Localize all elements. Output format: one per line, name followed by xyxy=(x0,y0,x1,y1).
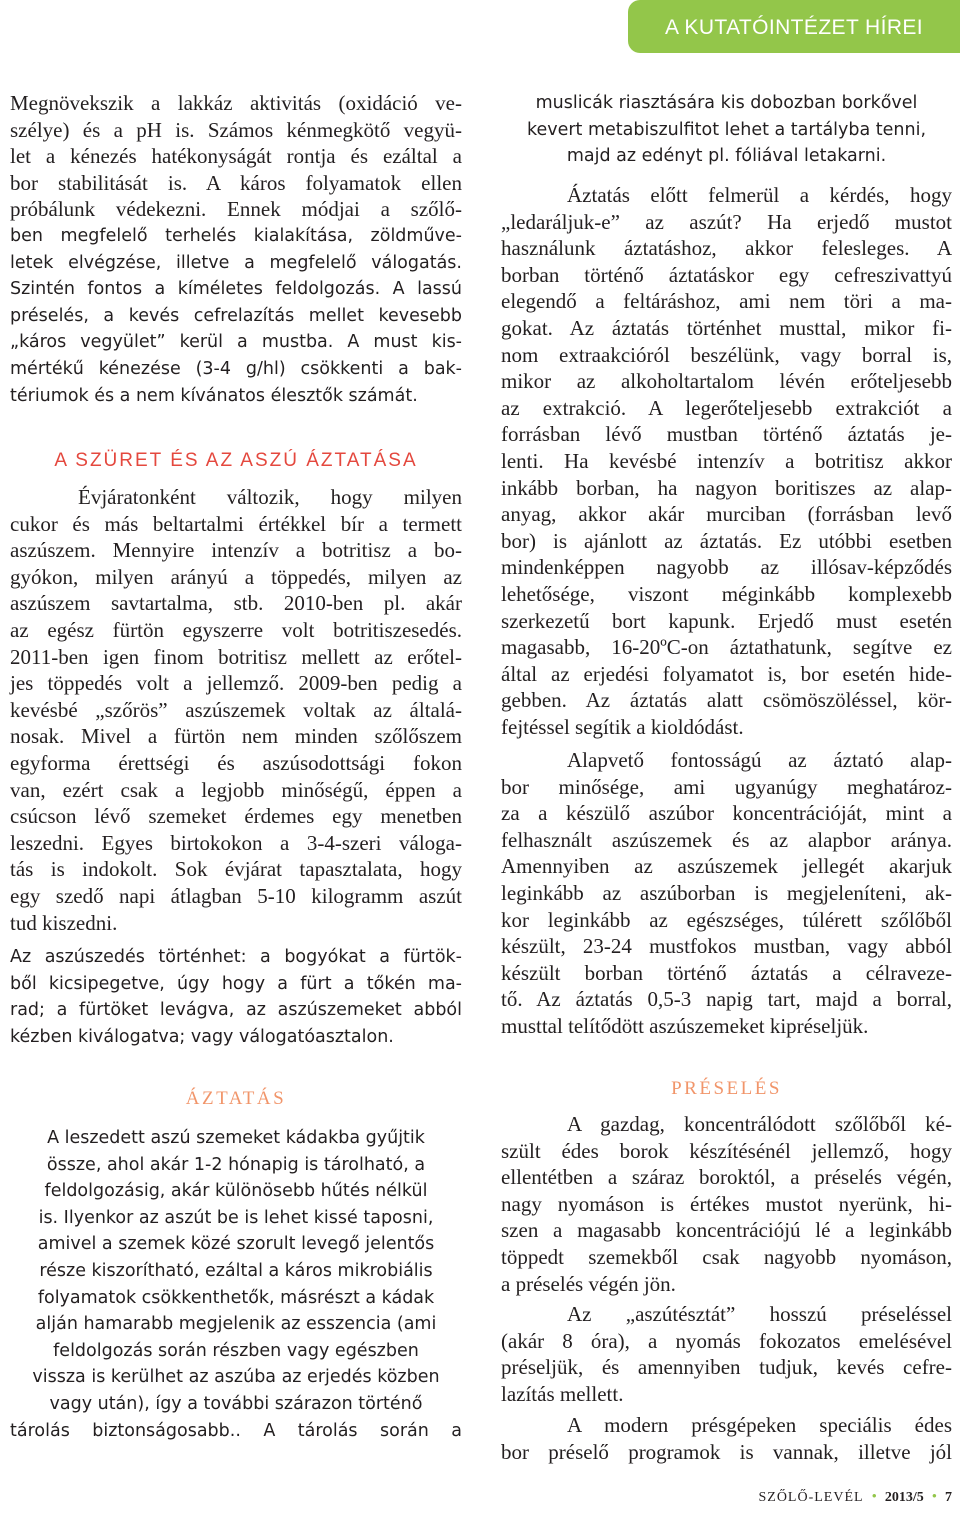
section-tab-title: A KUTATÓINTÉZET HÍREI xyxy=(664,16,924,39)
text-line: töppedt szemekből csak nagyobb nyomáson, xyxy=(501,1244,952,1269)
right-column xyxy=(501,0,952,1480)
text-line: majd az edényt pl. fóliával letakarni. xyxy=(566,146,887,167)
text-line: az extrakció. A legerőteljesebb extrakciót a xyxy=(501,395,952,420)
text-line: mértékű kénezése (3-4 g/hl) csökkenti a bak- xyxy=(10,358,462,379)
text-line: let a kénezés hatékonyságát rontja és ezáltal a xyxy=(10,144,462,169)
text-line: része kiszorítható, ezáltal a káros mikrobiális xyxy=(39,1260,433,1281)
text-line: leginkább az aszúborban is megjeleníteni, ak- xyxy=(501,880,952,905)
page-number: 7 xyxy=(945,1490,952,1505)
section-heading-pressing: PRÉSELÉS xyxy=(671,1078,782,1099)
footer-separator: • xyxy=(871,1489,877,1505)
text-line: forrásban lévő mustban történő áztatás je- xyxy=(501,422,952,447)
text-line: anyag, akkor akár murciban (forrásban levő xyxy=(501,502,952,527)
text-line: mindenképpen nagyobb az illósav-képződés xyxy=(501,555,952,580)
text-line: leszedni. Egyes birtokokon a 3-4-szeri váloga- xyxy=(10,830,462,855)
text-line: Áztatás előtt felmerül a kérdés, hogy xyxy=(567,183,952,207)
text-line: készült, 23-24 mustfokos mustban, vagy abból xyxy=(501,934,952,959)
text-line: kevésbé „szőrös” aszúszemek voltak az általá- xyxy=(10,697,462,722)
text-line: egyforma érettségi és aszúsodottsági fokon xyxy=(10,750,462,775)
text-line: tás is indokolt. Sok évjárat tapasztalata, hogy xyxy=(10,857,462,882)
body-paragraph xyxy=(10,1125,462,1444)
text-line: össze, ahol akár 1-2 hónapig is tárolható, a xyxy=(46,1154,426,1175)
magazine-title: SZŐLŐ-LEVÉL xyxy=(758,1490,864,1505)
section-heading-harvest: A SZÜRET ÉS AZ ASZÚ ÁZTATÁSA xyxy=(54,450,418,471)
text-line: lehetősége, viszont méginkább komplexebb xyxy=(501,581,952,606)
text-line: gokat. Az áztatás történhet musttal, mikor fi- xyxy=(501,315,952,340)
body-paragraph xyxy=(501,747,952,1040)
text-line: Az „aszútésztát” hosszú préseléssel xyxy=(567,1302,952,1326)
text-line: aszúszem. Mennyire intenzív a botritisz a bo- xyxy=(10,538,462,563)
text-line: bor préselő programok is vannak, illetve jól xyxy=(501,1439,952,1464)
text-line: aszúszem savtartalma, stb. 2010-ben pl. akár xyxy=(10,591,462,616)
text-line: Amennyiben az aszúszemek jellegét akarjuk xyxy=(501,854,952,879)
text-line: nagy nyomáson is értékes mustot nyerünk, hi- xyxy=(501,1191,952,1216)
text-line: folyamatok csökkenthetők, másrészt a kádak xyxy=(37,1287,435,1308)
text-line: lazítás mellett. xyxy=(501,1381,624,1406)
text-line: ből kicsipegetve, úgy hogy a fürt a tőkén ma- xyxy=(10,973,462,994)
text-line: használunk áztatáshoz, akkor felesleges. A xyxy=(501,236,952,261)
text-line: Alapvető fontosságú az áztató alap- xyxy=(567,748,952,772)
text-line: szült édes borok készítésénél jellemző, hogy xyxy=(501,1138,952,1163)
text-line: Az aszúszedés történhet: a bogyókat a fürtök- xyxy=(10,947,462,967)
text-line: feldolgozásig, akár különösebb hűtés nélkül xyxy=(44,1181,428,1202)
text-line: letek elvégzése, illetve a megfelelő válogatás. xyxy=(10,252,462,273)
text-line: za a készülő aszúbor koncentrációját, mint a xyxy=(501,801,952,826)
text-line: feldolgozás során részben vagy egészben xyxy=(53,1340,419,1361)
text-line: Megnövekszik a lakkáz aktivitás (oxidáció ve- xyxy=(10,91,462,115)
footer-separator: • xyxy=(931,1489,937,1505)
text-line: A leszedett aszú szemeket kádakba gyűjtik xyxy=(47,1128,425,1148)
text-line: inkább borban, ha nagyon boritiszes az alap- xyxy=(501,475,952,500)
text-line: vagy után), így a további szárazon történő xyxy=(49,1393,423,1414)
text-line: Szintén fontos a kíméletes feldolgozás. A lassú xyxy=(10,279,462,300)
body-paragraph xyxy=(501,1412,952,1465)
text-line: bor) is ajánlott az áztatás. Ez utóbbi esetben xyxy=(501,528,952,553)
text-line: van, ezért csak a legjobb minőségű, éppen a xyxy=(10,777,462,802)
text-line: gyókon, milyen arányú a töppedés, milyen az xyxy=(10,564,462,589)
text-line: préselés, a kevés cefrelazítás mellet kevesebb xyxy=(10,305,462,326)
text-line: a préselés végén jön. xyxy=(501,1271,676,1296)
text-line: kor leginkább az egészséges, túlérett szőlőből xyxy=(501,907,952,932)
text-line: „ledaráljuk-e” az aszút? Ha erjedő mustot xyxy=(501,209,952,234)
text-line: 2011-ben igen finom botritisz mellett az erőtel- xyxy=(10,644,462,669)
text-line: Évjáratonként változik, hogy milyen xyxy=(78,485,462,509)
text-line: elegendő a feltáráshoz, ami nem töri a ma- xyxy=(501,289,952,314)
text-line: kézben kiválogatva; vagy válogatóasztalon. xyxy=(10,1026,394,1047)
text-line: alján hamarabb megjelenik az esszencia (ami xyxy=(35,1314,437,1335)
text-line: tud kiszedni. xyxy=(10,910,118,935)
text-line: csúcson lévő szemeket érdemes egy menetben xyxy=(10,804,462,829)
text-line: tárolás biztonságosabb.. A tárolás során a xyxy=(10,1420,462,1441)
body-paragraph xyxy=(10,484,462,936)
body-paragraph xyxy=(10,944,462,1050)
text-line: muslicák riasztására kis dobozban borkővel xyxy=(535,93,918,113)
text-line: fejtéssel segítik a kioldódást. xyxy=(501,714,744,739)
text-line: préseljük, és amennyiben tudjuk, kevés cefre- xyxy=(501,1355,952,1380)
intro-paragraph xyxy=(10,90,462,409)
text-line: (akár 8 óra), a nyomás fokozatos emelésével xyxy=(501,1328,952,1353)
text-line: gebben. Az áztatás alatt csömöszöléssel, kör- xyxy=(501,688,952,713)
text-line: „káros vegyület” kerül a mustba. A must kis- xyxy=(10,332,462,353)
text-line: mikor az alkoholtartalom lévén erőteljesebb xyxy=(501,369,952,394)
text-line: szen a magasabb koncentrációjú lé a leginkább xyxy=(501,1218,952,1243)
text-line: magasabb, 16-20ºC-on áztathatunk, segítve ez xyxy=(501,635,952,660)
text-line: tő. Az áztatás 0,5-3 napig tart, majd a borral, xyxy=(501,987,952,1012)
text-line: musttal telítődött aszúszemeket kipréseljük. xyxy=(501,1013,869,1038)
body-paragraph xyxy=(501,1111,952,1297)
text-line: borban történő áztatáskor egy cefreszivattyú xyxy=(501,262,952,287)
text-line: is. Ilyenkor az aszút be is lehet kissé taposni, xyxy=(38,1207,434,1228)
text-line: nom extraakcióról beszélünk, vagy borral is, xyxy=(501,342,952,367)
left-column xyxy=(10,0,462,1480)
text-line: az egész fürtön egyszerre volt botritiszesedés. xyxy=(10,617,462,642)
text-line: ben megfelelő terhelés kialakítása, zöldműve- xyxy=(10,225,462,246)
text-line: szélye) és a pH is. Számos kénmegkötő vegyü- xyxy=(10,117,462,142)
body-paragraph xyxy=(501,1301,952,1407)
text-line: A gazdag, koncentrálódott szőlőből ké- xyxy=(567,1112,952,1136)
text-line: nosak. Mivel a fürtön nem minden szőlőszem xyxy=(10,724,462,749)
text-line: A modern présgépeken speciális édes xyxy=(567,1413,952,1437)
section-heading-soaking: ÁZTATÁS xyxy=(185,1088,287,1109)
text-line: próbálunk védekezni. Ennek módjai a szőlő- xyxy=(10,197,462,222)
text-line: felhasznált aszúszemek és az alapbor aránya. xyxy=(501,827,952,852)
text-line: tériumok és a nem kívánatos élesztők számát. xyxy=(10,385,418,406)
text-line: bor stabilitását is. A káros folyamatok ellen xyxy=(10,170,462,195)
text-line: szerkezetű bort kapunk. Erjedő must esetén xyxy=(501,608,952,633)
text-line: ellentétben a száraz boroktól, a préselés végén, xyxy=(501,1165,952,1190)
text-line: jes töppedés volt a jellemző. 2009-ben pedig a xyxy=(10,671,462,696)
text-line: amivel a szemek közé szorult levegő jelentős xyxy=(37,1234,435,1255)
text-line: rad; a fürtöket levágva, az aszúszemeket abból xyxy=(10,1000,462,1021)
text-line: által az erjedési folyamatot is, bor esetén hide- xyxy=(501,661,952,686)
text-line: készült borban történő áztatás a célraveze- xyxy=(501,960,952,985)
text-line: kevert metabiszulfitot lehet a tartályba tenni, xyxy=(526,119,927,140)
body-paragraph xyxy=(501,182,952,740)
body-paragraph xyxy=(501,90,952,170)
text-line: bor minősége, ami ugyanúgy meghatároz- xyxy=(501,774,952,799)
page-footer xyxy=(758,1486,952,1508)
text-line: cukor és más beltartalmi értékkel bír a termett xyxy=(10,511,462,536)
text-line: lenti. Ha kevésbé intenzív a botritisz akkor xyxy=(501,448,952,473)
text-line: egy szedő napi átlagban 5-10 kilogramm aszút xyxy=(10,883,462,908)
issue-number: 2013/5 xyxy=(884,1490,924,1505)
text-line: vissza is kerülhet az aszúba az erjedés közben xyxy=(32,1367,440,1388)
